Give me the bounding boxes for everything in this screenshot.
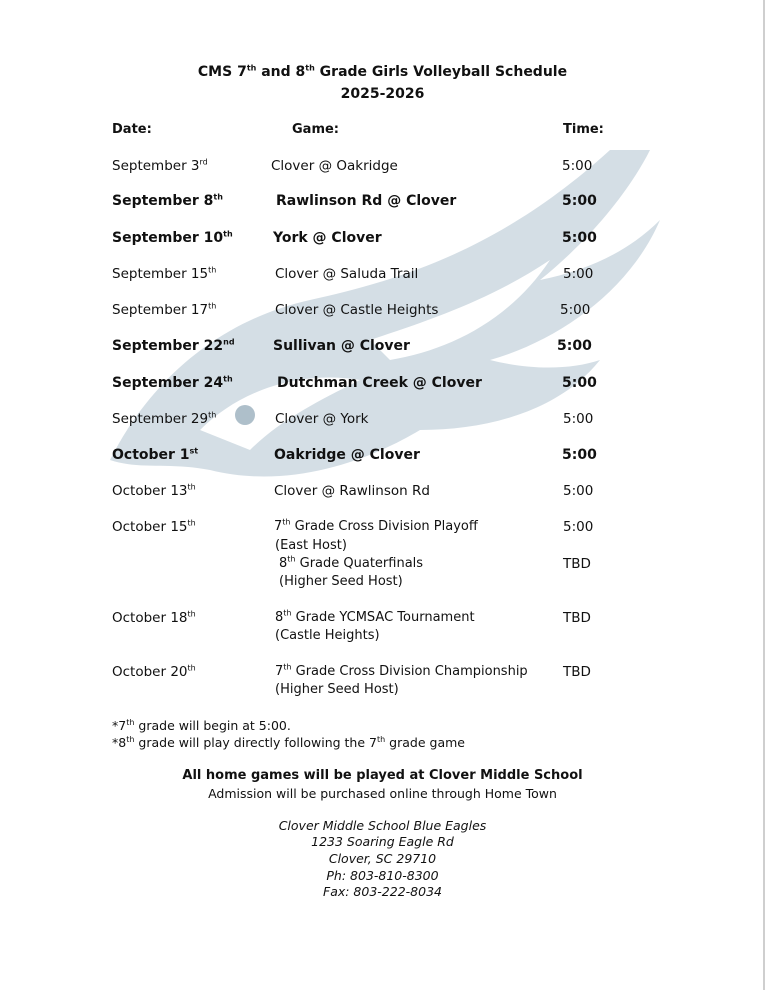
row-date: September 24th [112, 374, 233, 391]
school-phone: Ph: 803-810-8300 [326, 868, 439, 883]
row-time: 5:00 [562, 230, 597, 246]
page-title: CMS 7th and 8th Grade Girls Volleyball Schedule [197, 63, 568, 80]
row-date: September 3rd [112, 157, 208, 174]
row-time: 5:00 [563, 411, 594, 427]
row-game: 7th Grade Cross Division Championship [275, 662, 528, 679]
school-name: Clover Middle School Blue Eagles [278, 818, 487, 833]
row-time: 5:00 [562, 375, 597, 391]
row-game-host: (East Host) [275, 538, 347, 553]
row-game-host: (Higher Seed Host) [275, 682, 399, 697]
row-game: 7th Grade Cross Division Playoff [274, 517, 478, 534]
row-game: Oakridge @ Clover [274, 447, 420, 463]
row-time: TBD [563, 664, 591, 680]
row-time: TBD [563, 610, 591, 626]
row-game: York @ Clover [273, 230, 382, 246]
row-game: Clover @ York [275, 411, 369, 427]
row-time: 5:00 [563, 519, 594, 535]
row-date: September 22nd [112, 337, 235, 354]
row-game: Sullivan @ Clover [273, 338, 410, 354]
note-8th-grade: *8th grade will play directly following the 7th grade game [112, 734, 465, 750]
home-games-notice: All home games will be played at Clover Middle School [182, 768, 583, 783]
row-game: Rawlinson Rd @ Clover [276, 193, 457, 209]
school-city: Clover, SC 29710 [328, 851, 437, 866]
row-date: September 10th [112, 229, 233, 246]
row-time: 5:00 [557, 338, 592, 354]
row-date: September 17th [112, 301, 217, 318]
row-time: 5:00 [560, 302, 591, 318]
row-game-extra-host: (Higher Seed Host) [279, 574, 403, 589]
row-game-extra: 8th Grade Quaterfinals [279, 554, 424, 571]
note-7th-grade: *7th grade will begin at 5:00. [112, 717, 291, 733]
season-title: 2025-2026 [340, 86, 425, 102]
school-street: 1233 Soaring Eagle Rd [311, 834, 454, 849]
row-game: Dutchman Creek @ Clover [277, 375, 482, 391]
game-column-header: Game: [292, 122, 340, 137]
row-date: September 15th [112, 265, 217, 282]
row-game-host: (Castle Heights) [275, 628, 380, 643]
row-time: 5:00 [562, 447, 597, 463]
row-date: October 1st [112, 446, 199, 463]
row-game: 8th Grade YCMSAC Tournament [275, 608, 475, 625]
row-time: 5:00 [563, 483, 594, 499]
row-game: Clover @ Oakridge [271, 158, 398, 174]
row-date: October 18th [112, 609, 196, 626]
row-date: October 13th [112, 482, 196, 499]
time-column-header: Time: [563, 122, 604, 137]
row-time-extra: TBD [563, 556, 591, 572]
row-game: Clover @ Saluda Trail [275, 266, 419, 282]
row-time: 5:00 [562, 158, 593, 174]
row-date: September 29th [112, 410, 217, 427]
row-game: Clover @ Castle Heights [275, 302, 439, 318]
row-time: 5:00 [562, 193, 597, 209]
row-game: Clover @ Rawlinson Rd [274, 483, 430, 499]
school-fax: Fax: 803-222-8034 [323, 884, 442, 899]
admission-notice: Admission will be purchased online through Home Town [208, 786, 557, 801]
row-date: October 20th [112, 663, 196, 680]
row-date: October 15th [112, 518, 196, 535]
row-time: 5:00 [563, 266, 594, 282]
row-date: September 8th [112, 192, 223, 209]
date-column-header: Date: [112, 122, 152, 137]
